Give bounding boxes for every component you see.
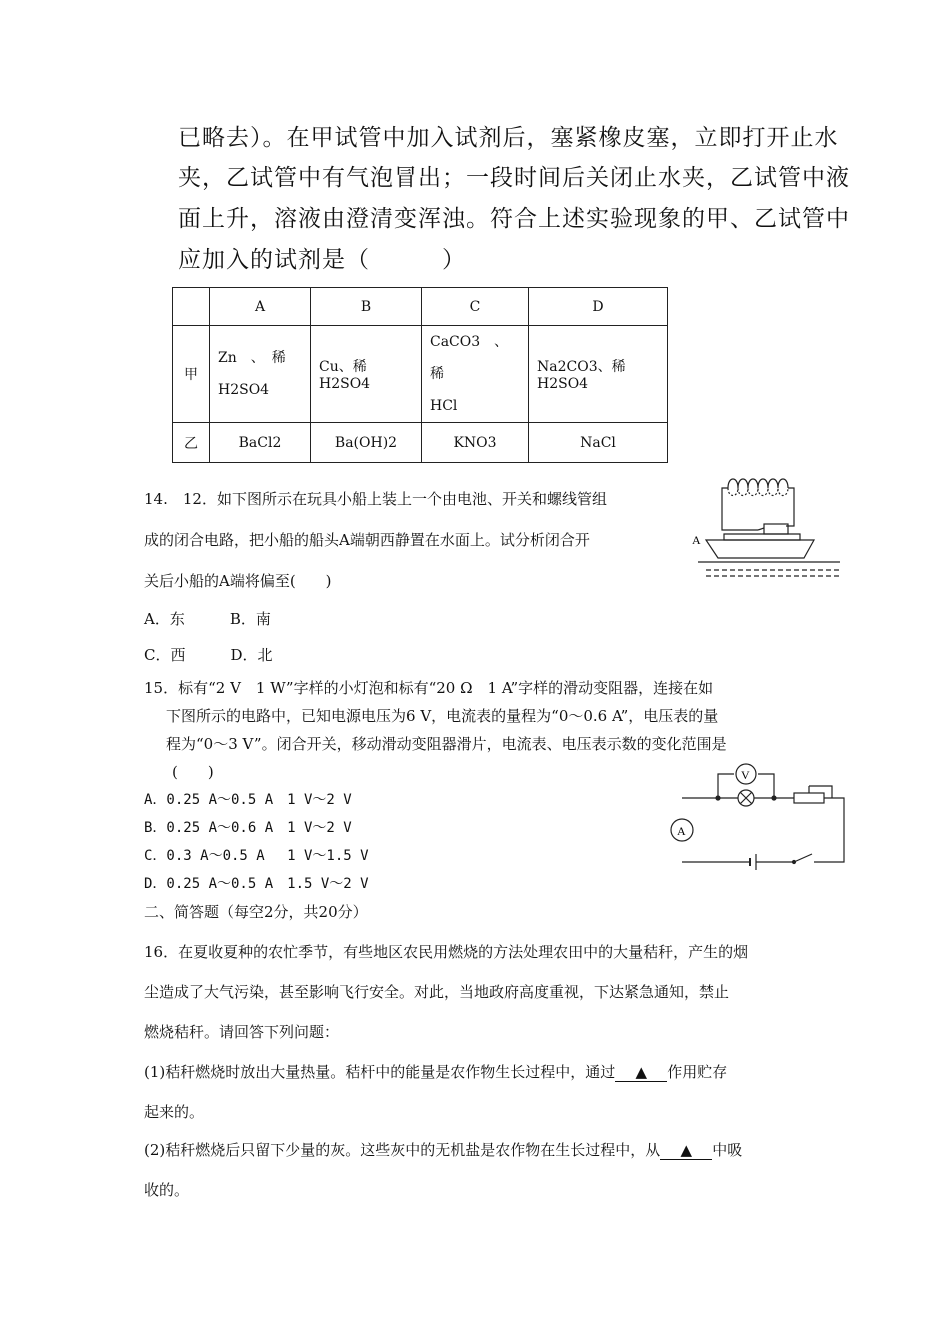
section-2-heading: 二、简答题（每空2分，共20分） [144, 903, 368, 921]
solenoid-coil [728, 479, 788, 488]
q14-option-cd: C．西 D．北 [144, 646, 273, 664]
row-jia-a [210, 326, 311, 423]
junction-right [772, 796, 776, 800]
q16-part-2-line-2: 收的。 [144, 1181, 190, 1199]
table-header-b: B [311, 288, 422, 326]
row-jia-c-line1: CaCO3 、 稀 [430, 334, 516, 382]
switch-line [758, 528, 764, 530]
circuit-main-loop [682, 798, 844, 862]
row-jia-label: 甲 [173, 326, 210, 423]
table-header-d: D [529, 288, 668, 326]
wire-right [786, 488, 794, 526]
q16-part-2 [144, 1139, 742, 1160]
boat-hull [706, 540, 814, 558]
row-yi-label: 乙 [173, 423, 210, 463]
table-header-blank [173, 288, 210, 326]
q16-part-1-line-2: 起来的。 [144, 1103, 205, 1121]
table-header-a: A [210, 288, 311, 326]
table-header-c: C [422, 288, 529, 326]
q16-line-3: 燃烧秸秆。请回答下列问题： [144, 1023, 340, 1041]
ammeter-label: A [677, 824, 686, 838]
q15-line-3: 程为“0～3 V”。闭合开关，移动滑动变阻器滑片，电流表、电压表示数的变化范围是 [166, 735, 727, 753]
row-yi-c: KNO3 [422, 423, 529, 463]
row-yi-d: NaCl [529, 423, 668, 463]
q15-line-4: ( ) [172, 763, 214, 781]
q15-option-b: B．0.25 A～0.6 A 1 V～2 V [144, 820, 352, 836]
row-jia-a-line1: Zn 、 稀 [218, 350, 286, 366]
q15-line-1: 15．标有“2 V 1 W”字样的小灯泡和标有“20 Ω 1 A”字样的滑动变阻器，连接在如 [144, 679, 714, 697]
q15-option-c: C．0.3 A～0.5 A 1 V～1.5 V [144, 848, 369, 864]
q16-part-2-before: (2)秸秆燃烧后只留下少量的灰。这些灰中的无机盐是农作物在生长过程中，从 [144, 1141, 661, 1159]
q15-option-a: A．0.25 A～0.5 A 1 V～2 V [144, 792, 352, 808]
q13-option-table [172, 287, 668, 463]
row-jia-b: Cu、稀H2SO4 [311, 326, 422, 423]
q16-part-1-after: 作用贮存 [667, 1063, 728, 1081]
q16-line-2: 尘造成了大气污染，甚至影响飞行安全。对此，当地政府高度重视，下达紧急通知，禁止 [144, 983, 730, 1001]
junction-left [716, 796, 720, 800]
q16-part-2-after: 中吸 [712, 1141, 743, 1159]
q13-line-2: 夹，乙试管中有气泡冒出；一段时间后关闭止水夹，乙试管中液 [178, 165, 850, 191]
rheostat [794, 793, 824, 803]
switch-pivot [793, 861, 796, 864]
row-yi-b: Ba(OH)2 [311, 423, 422, 463]
q15-option-d: D．0.25 A～0.5 A 1.5 V～2 V [144, 876, 369, 892]
solenoid-coil-back [728, 488, 788, 496]
row-jia-a-line2: H2SO4 [218, 382, 270, 398]
row-jia-c [422, 326, 529, 423]
q16-answer-blank-1[interactable]: ▲ [615, 1063, 667, 1082]
row-jia-c-line2: HCl [430, 398, 458, 414]
wire-left [722, 488, 758, 530]
q16-line-1: 16．在夏收夏种的农忙季节，有些地区农民用燃烧的方法处理农田中的大量秸秆，产生的烟 [144, 943, 749, 961]
circuit-figure [664, 756, 854, 878]
boat-deck [724, 534, 800, 540]
battery-box [764, 524, 788, 534]
switch-blade [794, 854, 812, 862]
q14-line-3: 关后小船的A端将偏至( ) [144, 572, 332, 590]
voltmeter-label: V [741, 768, 750, 782]
q14-line-2: 成的闭合电路，把小船的船头A端朝西静置在水面上。试分析闭合开 [144, 531, 590, 549]
q13-line-4: 应加入的试剂是（ ） [178, 247, 466, 273]
row-jia-d: Na2CO3、稀H2SO4 [529, 326, 668, 423]
q16-answer-blank-2[interactable]: ▲ [660, 1141, 712, 1160]
q14-line-1: 14. 12．如下图所示在玩具小船上装上一个由电池、开关和螺线管组 [144, 490, 607, 508]
q13-line-1: 已略去）。在甲试管中加入试剂后，塞紧橡皮塞，立即打开止水 [178, 125, 839, 151]
q16-part-1 [144, 1061, 727, 1082]
q15-line-2: 下图所示的电路中，已知电源电压为6 V，电流表的量程为“0～0.6 A”，电压表的量 [166, 707, 719, 725]
row-yi-a: BaCl2 [210, 423, 311, 463]
q14-option-ab: A．东 B．南 [144, 610, 271, 628]
q13-line-3: 面上升，溶液由澄清变浑浊。符合上述实验现象的甲、乙试管中 [178, 206, 850, 232]
q16-part-1-before: (1)秸秆燃烧时放出大量热量。秸杆中的能量是农作物生长过程中，通过 [144, 1063, 616, 1081]
boat-end-label: A [692, 533, 701, 547]
boat-circuit-figure [688, 470, 848, 582]
